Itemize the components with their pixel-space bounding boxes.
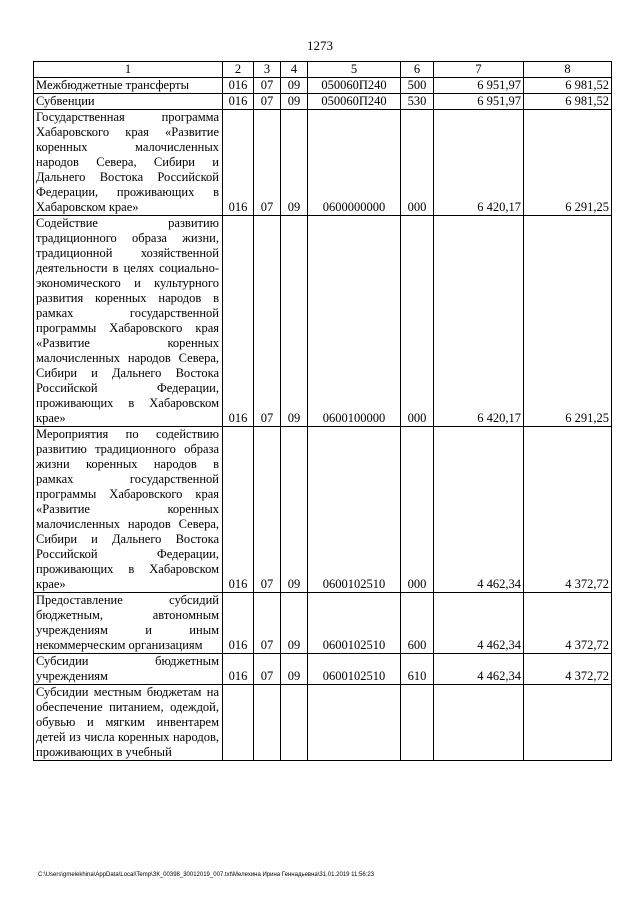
expense-type-code <box>401 685 434 761</box>
page-number: 1273 <box>307 38 333 53</box>
ministry-code: 016 <box>223 654 254 685</box>
target-article-code: 0600102510 <box>308 427 401 593</box>
subsection-code: 09 <box>281 94 308 110</box>
amount-year-1 <box>434 685 524 761</box>
amount-year-1: 4 462,34 <box>434 593 524 654</box>
item-name: Мероприятия по содействию развитию традиционного образа жизни коренных народов в рамках государственной программы Хабаровского края «Развитие коренных малочисленных народов Севера, Сибири и Дальнего Востока Российской Федерации, проживающих в Хабаровском крае» <box>34 427 223 593</box>
column-header: 5 <box>308 62 401 78</box>
target-article-code: 0600102510 <box>308 654 401 685</box>
section-code: 07 <box>254 110 281 216</box>
item-name: Предоставление субсидий бюджетным, автономным учреждениям и иным некоммерческим организациям <box>34 593 223 654</box>
target-article-code: 0600000000 <box>308 110 401 216</box>
table-row <box>34 94 612 110</box>
amount-year-2: 6 981,52 <box>524 78 612 94</box>
expense-type-code: 000 <box>401 427 434 593</box>
target-article-code: 0600100000 <box>308 216 401 427</box>
expense-type-code: 530 <box>401 94 434 110</box>
amount-year-2: 4 372,72 <box>524 593 612 654</box>
amount-year-2: 4 372,72 <box>524 427 612 593</box>
expense-type-code: 610 <box>401 654 434 685</box>
amount-year-1: 6 420,17 <box>434 110 524 216</box>
table-row <box>34 427 612 593</box>
column-header: 1 <box>34 62 223 78</box>
ministry-code: 016 <box>223 216 254 427</box>
amount-year-1: 4 462,34 <box>434 654 524 685</box>
amount-year-2: 6 981,52 <box>524 94 612 110</box>
ministry-code: 016 <box>223 110 254 216</box>
item-name: Субсидии местным бюджетам на обеспечение питанием, одеждой, обувью и мягким инвентарем детей из числа коренных народов, проживающих в учебный <box>34 685 223 761</box>
table-row <box>34 593 612 654</box>
file-path-footer: C:\Users\gmelekhina\AppData\Local\Temp\ЗК_00398_30012019_007.txt\Мелехина Ирина Геннадьевна\31.01.2019 11:56:23 <box>38 872 375 878</box>
item-name: Субвенции <box>34 94 223 110</box>
amount-year-2 <box>524 685 612 761</box>
target-article-code: 050060П240 <box>308 94 401 110</box>
expense-type-code: 000 <box>401 216 434 427</box>
subsection-code: 09 <box>281 654 308 685</box>
amount-year-1: 4 462,34 <box>434 427 524 593</box>
ministry-code: 016 <box>223 78 254 94</box>
table-row <box>34 654 612 685</box>
expense-type-code: 600 <box>401 593 434 654</box>
subsection-code: 09 <box>281 593 308 654</box>
table-row <box>34 685 612 761</box>
expense-type-code: 500 <box>401 78 434 94</box>
subsection-code <box>281 685 308 761</box>
subsection-code: 09 <box>281 216 308 427</box>
section-code: 07 <box>254 94 281 110</box>
column-header: 7 <box>434 62 524 78</box>
ministry-code: 016 <box>223 427 254 593</box>
ministry-code: 016 <box>223 94 254 110</box>
section-code: 07 <box>254 593 281 654</box>
item-name: Межбюджетные трансферты <box>34 78 223 94</box>
amount-year-1: 6 951,97 <box>434 78 524 94</box>
amount-year-1: 6 420,17 <box>434 216 524 427</box>
column-header: 3 <box>254 62 281 78</box>
item-name: Государственная программа Хабаровского края «Развитие коренных малочисленных народов Севера, Сибири и Дальнего Востока Российской Федерации, проживающих в Хабаровском крае» <box>34 110 223 216</box>
amount-year-2: 6 291,25 <box>524 216 612 427</box>
table-row <box>34 110 612 216</box>
section-code: 07 <box>254 654 281 685</box>
amount-year-1: 6 951,97 <box>434 94 524 110</box>
section-code <box>254 685 281 761</box>
column-header: 8 <box>524 62 612 78</box>
amount-year-2: 6 291,25 <box>524 110 612 216</box>
subsection-code: 09 <box>281 427 308 593</box>
target-article-code: 0600102510 <box>308 593 401 654</box>
amount-year-2: 4 372,72 <box>524 654 612 685</box>
ministry-code <box>223 685 254 761</box>
subsection-code: 09 <box>281 78 308 94</box>
item-name: Субсидии бюджетным учреждениям <box>34 654 223 685</box>
table-row <box>34 216 612 427</box>
table-row <box>34 78 612 94</box>
target-article-code: 050060П240 <box>308 78 401 94</box>
item-name: Содействие развитию традиционного образа жизни, традиционной хозяйственной деятельности в целях социально-экономического и культурного развития коренных народов в рамках государственной программы Хабаровского края «Развитие коренных малочисленных народов Севера, Сибири и Дальнего Востока Российской Федерации, проживающих в Хабаровском крае» <box>34 216 223 427</box>
column-header: 4 <box>281 62 308 78</box>
expense-type-code: 000 <box>401 110 434 216</box>
section-code: 07 <box>254 78 281 94</box>
ministry-code: 016 <box>223 593 254 654</box>
header-row <box>34 62 612 78</box>
section-code: 07 <box>254 427 281 593</box>
column-header: 2 <box>223 62 254 78</box>
target-article-code <box>308 685 401 761</box>
column-header: 6 <box>401 62 434 78</box>
section-code: 07 <box>254 216 281 427</box>
subsection-code: 09 <box>281 110 308 216</box>
budget-table <box>33 61 612 761</box>
